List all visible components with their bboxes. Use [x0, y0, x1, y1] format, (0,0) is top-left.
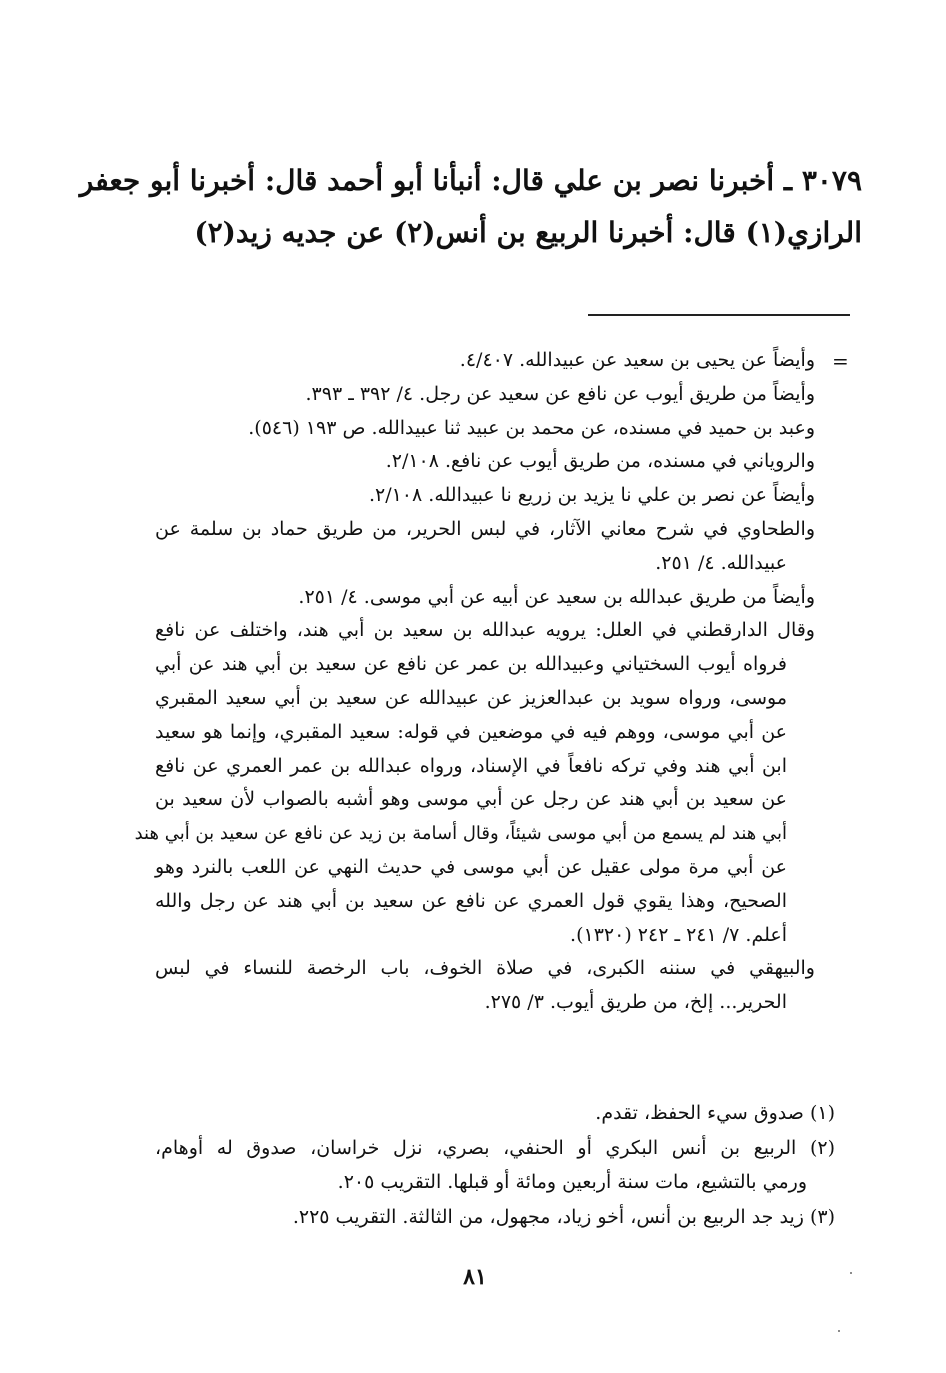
note-line: وأيضاً عن نصر بن علي نا يزيد بن زريع نا عبيدالله. ٢/١٠٨. [368, 484, 815, 507]
note-line: أعلم. ٧/ ٢٤١ ـ ٢٤٢ (١٣٢٠). [570, 923, 787, 946]
note-line: عن أبي مرة مولى عقيل عن أبي موسى في حديث النهي عن اللعب بالنرد وهو [155, 855, 787, 878]
note-line: وأيضاً عن يحيى بن سعيد عن عبيدالله. ٤/٤٠٧. [459, 349, 815, 371]
footnote-2-continued: ورمي بالتشيع، مات سنة أربعين ومائة أو قبلها. التقريب ٢٠٥. [337, 1171, 807, 1194]
scan-speck [838, 1330, 840, 1332]
continued-notes [134, 344, 815, 1020]
hadith-text [79, 155, 862, 259]
note-line: الصحيح، وهذا يقوي قول العمري عن نافع عن سعيد بن أبي هند عن رجل والله [155, 889, 787, 912]
note-line: عن أبي موسى، ووهم فيه في موضعين في قوله: سعيد المقبري، وإنما هو سعيد [155, 720, 787, 743]
scan-speck [850, 1272, 852, 1274]
note-line: فرواه أيوب السختياني وعبيدالله بن عمر عن نافع عن سعيد بن أبي هند عن أبي [155, 653, 787, 676]
footnote-2: (٢) الربيع بن أنس البكري أو الحنفي، بصري، نزل خراسان، صدوق له أوهام، [155, 1136, 835, 1159]
hadith-line-2: الرازي(١) قال: أخبرنا الربيع بن أنس(٢) عن جديه زيد(٢) [194, 216, 862, 249]
note-line: والبيهقي في سننه الكبرى، في صلاة الخوف، باب الرخصة للنساء في لبس [155, 957, 815, 980]
note-line: عبيدالله. ٤/ ٢٥١. [655, 551, 787, 574]
note-line: والروياني في مسنده، من طريق أيوب عن نافع. ٢/١٠٨. [385, 450, 815, 473]
footnote-1: (١) صدوق سيء الحفظ، تقدم. [595, 1102, 835, 1124]
page-number: ٨١ [463, 1264, 487, 1290]
note-line: والطحاوي في شرح معاني الآثار، في لبس الحرير، من طريق حماد بن سلمة عن [155, 517, 815, 540]
footnote-separator [588, 314, 850, 316]
footnotes [155, 1096, 835, 1234]
note-line: عن سعيد بن أبي هند عن رجل عن أبي موسى وهو أشبه بالصواب لأن سعيد بن [155, 788, 787, 811]
note-line: وقال الدارقطني في العلل: يرويه عبدالله بن سعيد بن أبي هند، واختلف عن نافع [155, 619, 815, 642]
continuation-mark: = [832, 349, 849, 373]
note-line: وأيضاً من طريق أيوب عن نافع عن سعيد عن رجل. ٤/ ٣٩٢ ـ ٣٩٣. [305, 382, 815, 405]
note-line: ابن أبي هند وفي تركه نافعاً في الإسناد، ورواه عبدالله بن عمر العمري عن نافع [155, 754, 787, 777]
footnote-3: (٣) زيد جد الربيع بن أنس، أخو زياد، مجهول، من الثالثة. التقريب ٢٢٥. [292, 1205, 835, 1228]
note-line: وعبد بن حميد في مسنده، عن محمد بن عبيد ثنا عبيدالله. ص ١٩٣ (٥٤٦). [248, 416, 815, 439]
hadith-line-1: ٣٠٧٩ ـ أخبرنا نصر بن علي قال: أنبأنا أبو أحمد قال: أخبرنا أبو جعفر [79, 164, 862, 197]
note-line: أبي هند لم يسمع من أبي موسى شيئاً، وقال أسامة بن زيد عن نافع عن سعيد بن أبي هند [134, 823, 787, 845]
note-line: الحرير... إلخ، من طريق أيوب. ٣/ ٢٧٥. [484, 991, 787, 1014]
note-line: موسى، ورواه سويد بن عبدالعزيز عن عبيدالله عن سعيد بن أبي سعيد المقبري [155, 686, 787, 709]
note-line: وأيضاً من طريق عبدالله بن سعيد عن أبيه عن أبي موسى. ٤/ ٢٥١. [298, 585, 815, 608]
